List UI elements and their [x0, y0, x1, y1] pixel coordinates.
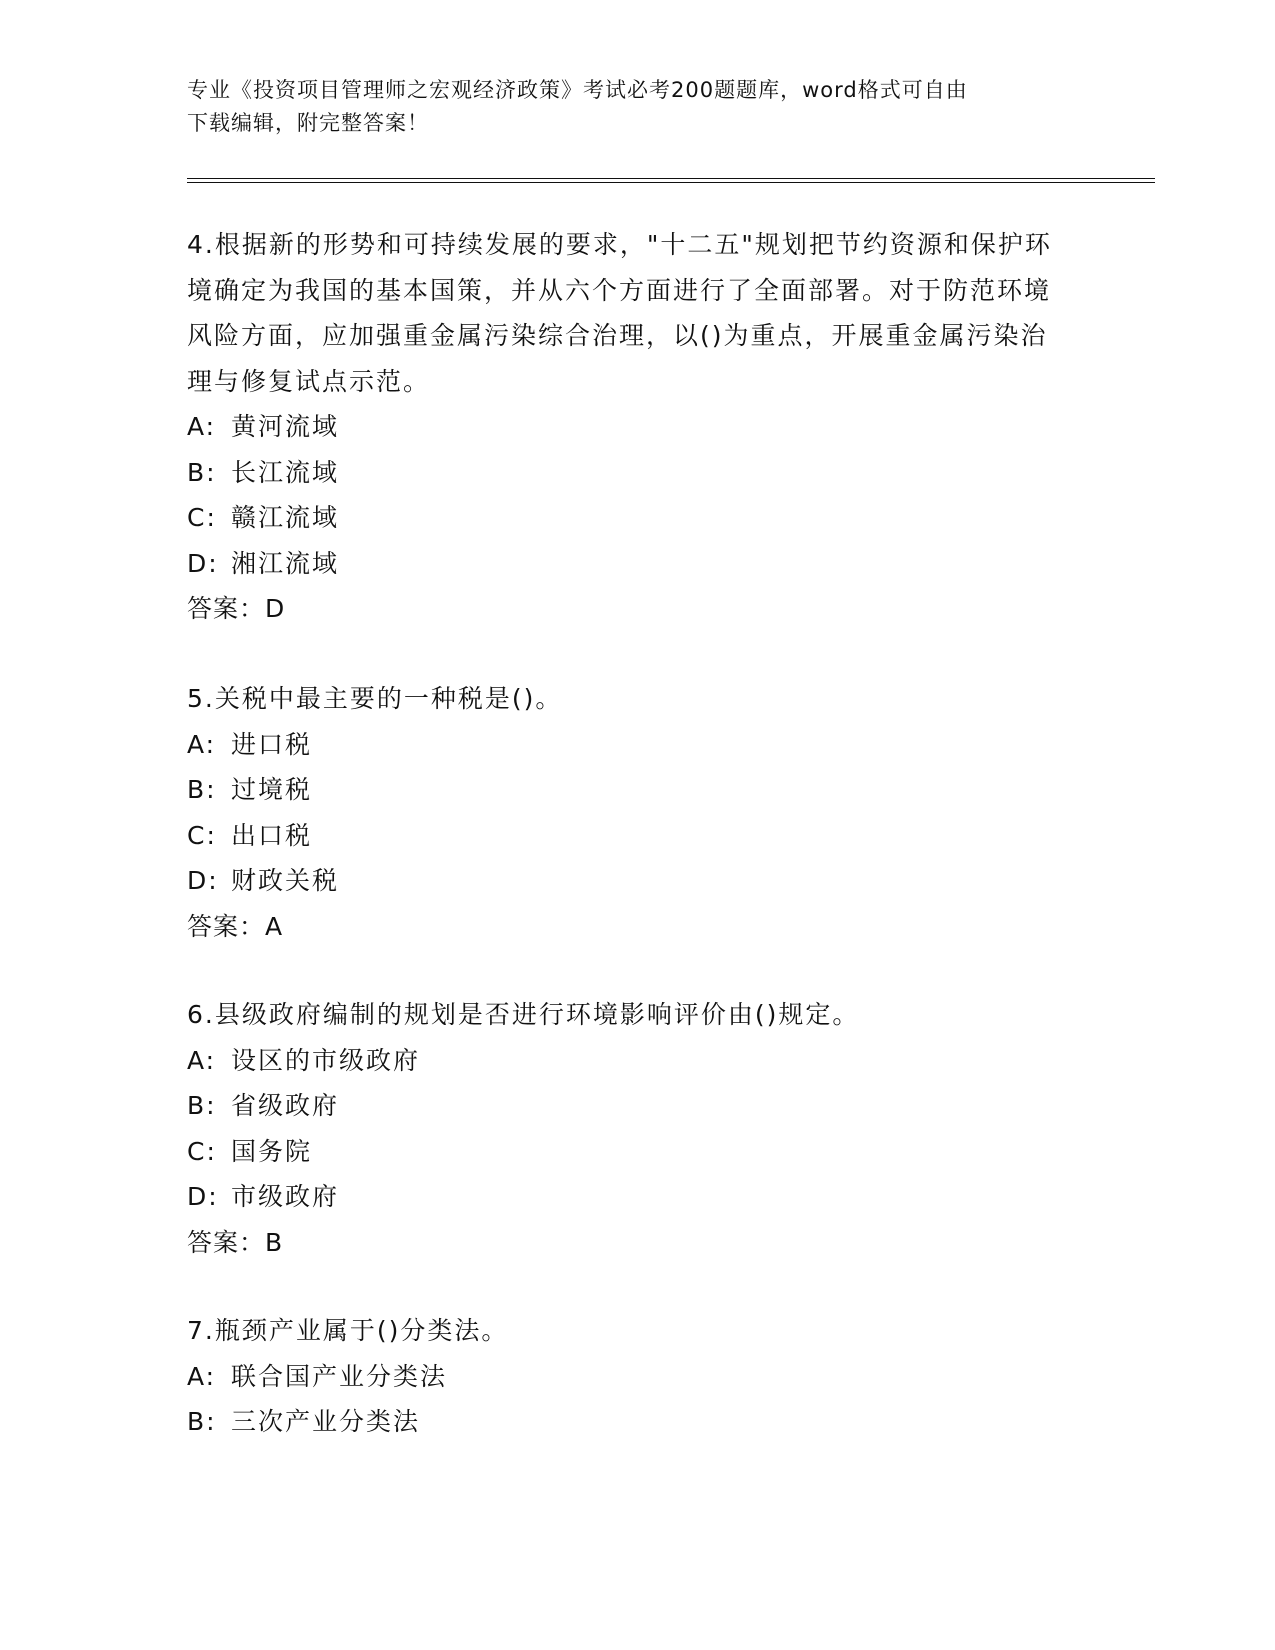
option-a	[187, 1038, 1067, 1084]
question-stem: 6.县级政府编制的规划是否进行环境影响评价由()规定。	[187, 1000, 860, 1029]
answer-line: 答案：B	[187, 1227, 284, 1257]
option-key: D:	[187, 548, 219, 578]
option-d	[187, 858, 1067, 904]
option-key: A:	[187, 1045, 217, 1075]
option-b	[187, 1083, 1067, 1129]
option-a	[187, 404, 1067, 450]
option-text: 三次产业分类法	[231, 1407, 421, 1436]
option-text: 湘江流域	[231, 548, 340, 578]
answer-line: 答案：D	[187, 594, 286, 623]
option-text: 市级政府	[231, 1182, 340, 1211]
option-text: 联合国产业分类法	[231, 1361, 448, 1391]
option-key: D:	[187, 1182, 219, 1211]
option-text: 财政关税	[231, 866, 340, 895]
option-text: 黄河流域	[231, 412, 340, 441]
question-6	[187, 992, 1067, 1265]
option-a	[187, 722, 1067, 768]
header-line-2: 下载编辑，附完整答案！	[187, 111, 429, 135]
option-c	[187, 495, 1067, 541]
header-line-1: 专业《投资项目管理师之宏观经济政策》考试必考200题题库，word格式可自由	[187, 78, 968, 102]
question-7	[187, 1308, 1067, 1445]
option-text: 过境税	[231, 775, 313, 804]
option-a	[187, 1354, 1067, 1400]
option-text: 赣江流域	[231, 503, 340, 532]
question-stem: 7.瓶颈产业属于()分类法。	[187, 1316, 509, 1345]
option-c	[187, 1129, 1067, 1175]
option-text: 省级政府	[231, 1091, 340, 1120]
option-b	[187, 450, 1067, 496]
option-key: B:	[187, 775, 217, 804]
option-key: A:	[187, 1361, 217, 1391]
option-text: 国务院	[231, 1136, 313, 1166]
option-text: 长江流域	[231, 457, 340, 487]
option-b	[187, 1399, 1067, 1445]
option-b	[187, 767, 1067, 813]
answer-line: 答案：A	[187, 911, 284, 941]
option-d	[187, 541, 1067, 587]
option-key: B:	[187, 1407, 217, 1436]
option-key: D:	[187, 866, 219, 895]
question-stem: 5.关税中最主要的一种税是()。	[187, 684, 563, 713]
option-key: C:	[187, 1136, 217, 1166]
option-text: 出口税	[231, 820, 313, 850]
option-key: A:	[187, 729, 217, 759]
option-key: C:	[187, 820, 217, 850]
option-d	[187, 1174, 1067, 1220]
option-key: C:	[187, 503, 217, 532]
option-key: A:	[187, 412, 217, 441]
option-text: 设区的市级政府	[231, 1045, 421, 1075]
question-4	[187, 222, 1067, 632]
document-header	[187, 74, 1067, 140]
question-5	[187, 676, 1067, 949]
option-text: 进口税	[231, 729, 313, 759]
header-divider	[187, 178, 1155, 183]
option-c	[187, 813, 1067, 859]
option-key: B:	[187, 457, 217, 487]
option-key: B:	[187, 1091, 217, 1120]
question-stem: 4.根据新的形势和可持续发展的要求，"十二五"规划把节约资源和保护环境确定为我国的基本国策，并从六个方面进行了全面部署。对于防范环境风险方面，应加强重金属污染综合治理，以()为重点，开展重金属污染治理与修复试点示范。	[187, 230, 1052, 396]
